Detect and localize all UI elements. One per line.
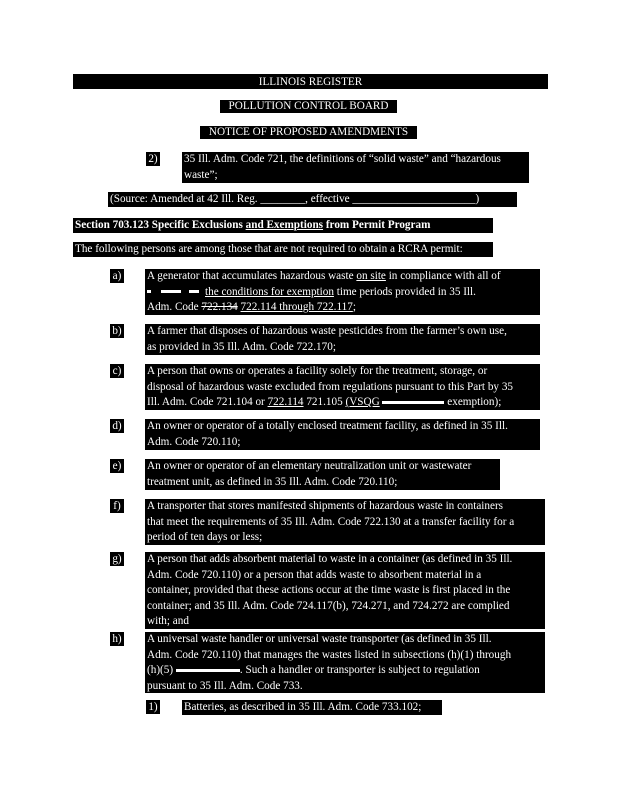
- item-b-text: [145, 324, 540, 355]
- item-f-line2: that meet the requirements of 35 Ill. Adm. Code 722.130 at a transfer facility for a: [147, 515, 515, 528]
- item-a-line1-post: in compliance with all of: [385, 270, 501, 282]
- header-board: POLLUTION CONTROL BOARD: [220, 100, 397, 113]
- item-f-line1: A transporter that stores manifested shipments of hazardous waste in containers: [147, 500, 504, 512]
- ref-item-line2: waste”;: [184, 168, 218, 181]
- item-g-line3: container, provided that these actions occur at the time waste is first placed in the: [147, 584, 511, 596]
- item-c-line1: A person that owns or operates a facility solely for the treatment, storage, or: [147, 365, 488, 377]
- item-a-text: [145, 269, 540, 315]
- item-g-line2: Adm. Code 720.110) or a person that adds waste to absorbent material in a: [147, 568, 482, 581]
- section-prefix: Section 703.123 Specific Exclusions: [75, 219, 246, 231]
- source-line: (Source: Amended at 42 Ill. Reg. ________, effective ______________________): [108, 192, 517, 207]
- item-g-line5: with; and: [147, 615, 189, 627]
- item-e-text: [145, 459, 500, 490]
- item-a-line2-ins: the conditions for exemption: [205, 285, 334, 298]
- item-h-line2: Adm. Code 720.110) that manages the wastes listed in subsections (h)(1) through: [147, 648, 512, 661]
- item-a-line3-ins: 722.114 through 722.117: [240, 301, 353, 313]
- item-c-text: [145, 364, 540, 410]
- intro-text: The following persons are among those that are not required to obtain a RCRA permit:: [73, 242, 493, 257]
- item-g-line1: A person that adds absorbent material to waste in a container (as defined in 35 Ill.: [147, 553, 513, 565]
- item-d-text: [145, 419, 540, 450]
- item-e-label: e): [110, 459, 124, 473]
- item-f-line3: period of ten days or less;: [147, 531, 263, 543]
- redaction-mark: [189, 290, 199, 293]
- redaction-mark: [176, 669, 240, 672]
- section-suffix: from Permit Program: [323, 219, 431, 231]
- item-c-line3-ins: 722.114: [267, 396, 304, 408]
- item-h-line3-post: . Such a handler or transporter is subject to regulation: [239, 664, 480, 676]
- item-g-label: g): [110, 552, 124, 566]
- item-e-line1: An owner or operator of an elementary neutralization unit or wastewater: [147, 460, 472, 472]
- item-h-line1: A universal waste handler or universal waste transporter (as defined in 35 Ill.: [147, 633, 492, 645]
- item-h-text: [145, 632, 545, 693]
- ref-item-line1: 35 Ill. Adm. Code 721, the definitions of “solid waste” and “hazardous: [184, 153, 501, 165]
- item-d-line2: Adm. Code 720.110;: [147, 435, 241, 448]
- item-h1-text: Batteries, as described in 35 Ill. Adm. Code 733.102;: [182, 700, 442, 715]
- item-a-line1-ins: on site: [356, 270, 386, 282]
- item-c-line3-mid: 721.105: [303, 396, 346, 408]
- redaction-mark: [147, 290, 151, 293]
- item-h-line4: pursuant to 35 Ill. Adm. Code 733.: [147, 679, 303, 692]
- item-e-line2: treatment unit, as defined in 35 Ill. Adm. Code 720.110;: [147, 475, 398, 488]
- item-g-line4: container; and 35 Ill. Adm. Code 724.117(b), 724.271, and 724.272 are complied: [147, 599, 510, 612]
- item-a-line1-pre: A generator that accumulates hazardous waste: [147, 270, 357, 282]
- redaction-mark: [161, 290, 181, 293]
- ref-item-text: [182, 152, 529, 183]
- item-d-line1: An owner or operator of a totally enclosed treatment facility, as defined in 35 Ill.: [147, 420, 508, 432]
- item-h-line3-pre: (h)(5): [147, 664, 174, 676]
- ref-item-label: 2): [146, 152, 160, 166]
- item-b-label: b): [110, 324, 124, 338]
- item-g-text: [145, 552, 545, 629]
- item-b-line1: A farmer that disposes of hazardous waste pesticides from the farmer’s own use,: [147, 325, 507, 337]
- item-d-label: d): [110, 419, 124, 433]
- item-f-text: [145, 499, 545, 545]
- redaction-mark: [382, 401, 444, 404]
- item-b-line2: as provided in 35 Ill. Adm. Code 722.170;: [147, 340, 336, 353]
- item-c-label: c): [110, 364, 124, 378]
- item-h-label: h): [110, 632, 124, 646]
- item-c-line3-pre: Ill. Adm. Code 721.104 or: [147, 396, 268, 408]
- item-a-line2-post: time periods provided in 35 Ill.: [333, 285, 476, 298]
- item-h1-label: 1): [146, 700, 160, 714]
- item-c-line3-ins2: (VSQG: [345, 396, 380, 408]
- item-c-line3-post: exemption);: [444, 396, 502, 408]
- section-heading: [73, 218, 493, 233]
- item-a-line3-del: 722.134: [201, 301, 238, 313]
- section-inserted: and Exemptions: [245, 219, 324, 231]
- header-notice: NOTICE OF PROPOSED AMENDMENTS: [200, 126, 417, 139]
- item-a-line3-pre: Adm. Code: [147, 301, 202, 313]
- item-a-label: a): [110, 269, 124, 283]
- header-register: ILLINOIS REGISTER: [73, 74, 548, 89]
- item-c-line2: disposal of hazardous waste excluded from regulations pursuant to this Part by 35: [147, 380, 514, 393]
- item-f-label: f): [110, 499, 124, 513]
- item-a-line3-post: ;: [352, 301, 356, 313]
